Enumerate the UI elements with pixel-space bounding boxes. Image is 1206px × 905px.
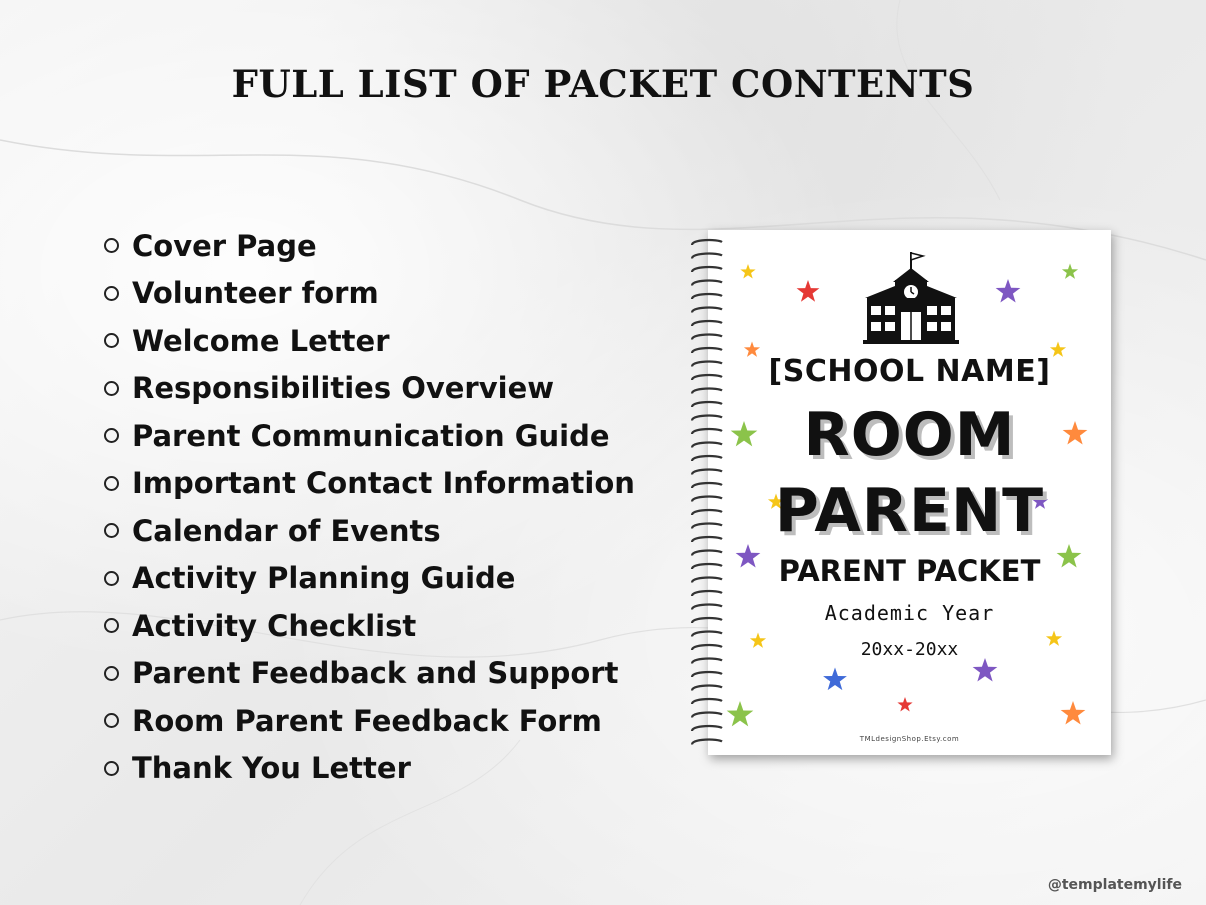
page-title: FULL LIST OF PACKET CONTENTS [231,62,975,106]
watermark-handle: @templatemylife [1047,877,1182,893]
spiral-ring [692,281,722,286]
list-item [104,745,635,793]
spiral-ring [692,416,722,421]
bullet-circle-icon [104,571,119,586]
spiral-ring [692,497,722,502]
spiral-ring [692,321,722,326]
spiral-ring [692,335,722,340]
cover-subtitle: PARENT PACKET [778,554,1041,588]
spiral-ring [692,294,722,299]
list-item-label: Calendar of Events [132,513,441,548]
spiral-ring [692,375,722,380]
list-item [104,412,635,460]
list-item [104,222,635,270]
spiral-ring [692,456,722,461]
list-item-label: Cover Page [132,228,317,263]
spiral-ring [692,686,722,691]
list-item-label: Room Parent Feedback Form [132,703,602,738]
list-item [104,555,635,603]
spiral-ring [692,402,722,407]
spiral-ring [692,348,722,353]
spiral-ring [692,713,722,718]
list-item [104,317,635,365]
spiral-ring [692,699,722,704]
list-item-label: Parent Feedback and Support [132,656,619,691]
bullet-circle-icon [104,333,119,348]
star-icon [1061,701,1086,725]
spiral-ring [692,362,722,367]
cover-title-parent: PARENT [774,476,1045,546]
spiral-ring [692,726,722,731]
spiral-ring [692,429,722,434]
bullet-circle-icon [104,761,119,776]
spiral-ring [692,537,722,542]
spiral-ring [692,659,722,664]
bullet-circle-icon [104,381,119,396]
star-icon [1062,264,1078,279]
spiral-ring [692,524,722,529]
spiral-ring [692,510,722,515]
spiral-ring [692,483,722,488]
star-icon [740,264,755,278]
spiral-ring [692,632,722,637]
list-item [104,650,635,698]
bullet-circle-icon [104,428,119,443]
list-item [104,365,635,413]
list-item-label: Welcome Letter [132,323,390,358]
bullet-circle-icon [104,666,119,681]
contents-list [104,222,635,792]
spiral-ring [692,443,722,448]
academic-year-label: Academic Year [824,601,995,625]
spiral-ring [692,578,722,583]
bullet-circle-icon [104,523,119,538]
list-item-label: Important Contact Information [132,466,635,501]
list-item-label: Activity Planning Guide [132,561,516,596]
star-icon [823,668,847,691]
star-icon [797,280,820,302]
bullet-circle-icon [104,286,119,301]
star-icon [897,697,912,711]
list-item [104,602,635,650]
academic-year-value: 20xx-20xx [860,639,959,660]
list-item [104,697,635,745]
spiral-ring [692,591,722,596]
spiral-ring [692,254,722,259]
spiral-ring [692,551,722,556]
spiral-ring [692,470,722,475]
bullet-circle-icon [104,713,119,728]
star-icon [973,658,998,682]
star-icon [727,701,754,726]
bullet-circle-icon [104,476,119,491]
spiral-ring [692,618,722,623]
spiral-ring [692,645,722,650]
list-item-label: Parent Communication Guide [132,418,610,453]
spiral-ring [692,605,722,610]
spiral-ring [692,240,722,245]
list-item-label: Thank You Letter [132,751,411,786]
spiral-binding [688,236,728,751]
cover-title-room: ROOM [803,400,1016,470]
school-name: [SCHOOL NAME] [768,354,1051,389]
spiral-ring [692,389,722,394]
spiral-ring [692,672,722,677]
shop-credit: TMLdesignShop.Etsy.com [859,735,960,743]
bullet-circle-icon [104,238,119,253]
school-building-icon [863,252,959,344]
spiral-ring [692,267,722,272]
spiral-ring [692,740,722,745]
list-item-label: Volunteer form [132,276,379,311]
list-item [104,507,635,555]
list-item [104,270,635,318]
star-icon [996,279,1021,303]
list-item-label: Activity Checklist [132,608,417,643]
notebook-cover [708,230,1111,755]
list-item [104,460,635,508]
spiral-ring [692,564,722,569]
spiral-ring [692,308,722,313]
list-item-label: Responsibilities Overview [132,371,555,406]
bullet-circle-icon [104,618,119,633]
